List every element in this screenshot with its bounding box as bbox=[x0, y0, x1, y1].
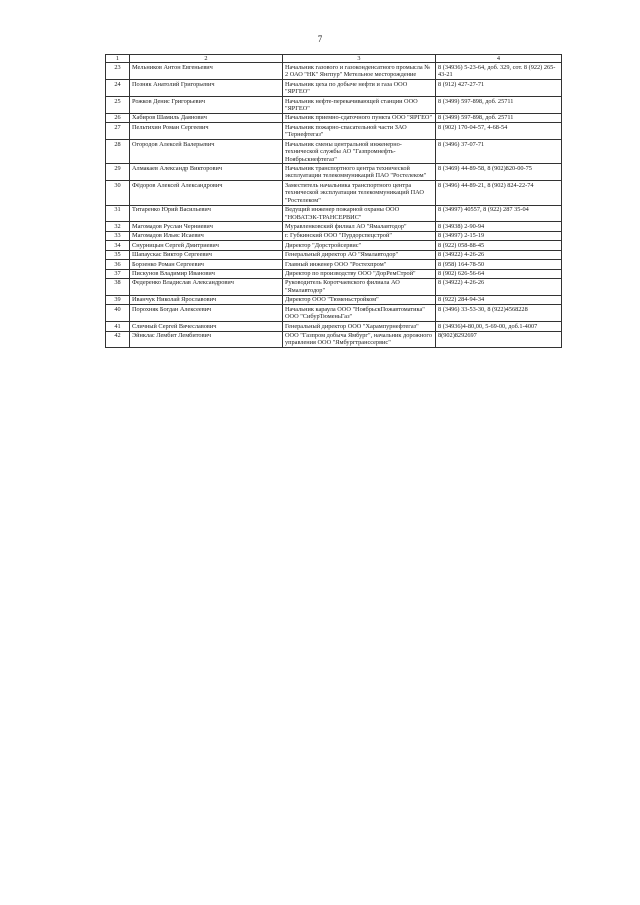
phone-number: 8 (3499) 597-898, доб. 25711 bbox=[436, 113, 562, 122]
row-number: 26 bbox=[106, 113, 130, 122]
row-number: 32 bbox=[106, 222, 130, 231]
person-name: Снурницын Сергей Дмитриевич bbox=[130, 241, 283, 250]
position-organization: г. Губкинский ООО "Пурдорспецстрой" bbox=[283, 231, 436, 240]
contact-table bbox=[105, 54, 562, 348]
person-name: Сличный Сергей Вячеславович bbox=[130, 322, 283, 331]
row-number: 35 bbox=[106, 250, 130, 259]
column-header: 4 bbox=[436, 55, 562, 63]
person-name: Огородов Алексей Валерьевич bbox=[130, 140, 283, 164]
phone-number: 8(902)8292697 bbox=[436, 331, 562, 348]
row-number: 41 bbox=[106, 322, 130, 331]
table-row bbox=[106, 241, 562, 250]
position-organization: ООО "Газпром добыча Ямбург", начальник дорожного управления ООО "Ямбургтранссервис" bbox=[283, 331, 436, 348]
position-organization: Генеральный директор ООО "Харампурнефтегаз" bbox=[283, 322, 436, 331]
phone-number: 8 (922) 284-94-34 bbox=[436, 295, 562, 304]
row-number: 27 bbox=[106, 123, 130, 140]
person-name: Пельтихин Роман Сергеевич bbox=[130, 123, 283, 140]
row-number: 39 bbox=[106, 295, 130, 304]
person-name: Федеренко Владислав Александрович bbox=[130, 278, 283, 295]
row-number: 25 bbox=[106, 97, 130, 114]
person-name: Позняк Анатолий Григорьевич bbox=[130, 80, 283, 97]
phone-number: 8 (958) 164-78-50 bbox=[436, 260, 562, 269]
phone-number: 8 (902) 170-04-57, 4-68-54 bbox=[436, 123, 562, 140]
phone-number: 8 (34922) 4-26-26 bbox=[436, 278, 562, 295]
person-name: Шапаускас Виктор Сергеевич bbox=[130, 250, 283, 259]
table-row bbox=[106, 305, 562, 322]
row-number: 28 bbox=[106, 140, 130, 164]
phone-number: 8 (34936) 5-23-64, доб. 329, сот. 8 (922) 265-43-21 bbox=[436, 63, 562, 80]
table-row bbox=[106, 123, 562, 140]
position-organization: Начальник караула ООО "НоябрьскПожавтоматика" ООО "СибурТюменьГаз" bbox=[283, 305, 436, 322]
person-name: Эйнклас Лембит Лембитович bbox=[130, 331, 283, 348]
person-name: Фёдоров Алексей Александрович bbox=[130, 181, 283, 205]
table-row bbox=[106, 260, 562, 269]
page-number: 7 bbox=[317, 34, 323, 44]
phone-number: 8 (3496) 33-53-30, 8 (922)4568228 bbox=[436, 305, 562, 322]
phone-number: 8 (34922) 4-26-26 bbox=[436, 250, 562, 259]
person-name: Рожков Денис Григорьевич bbox=[130, 97, 283, 114]
person-name: Хабиров Шамиль Даянович bbox=[130, 113, 283, 122]
row-number: 29 bbox=[106, 164, 130, 181]
position-organization: Начальник транспортного центра технической эксплуатации телекоммуникаций ПАО "Ростелеком" bbox=[283, 164, 436, 181]
position-organization: Начальник нефте-перекачивающей станции ООО "ЯРГЕО" bbox=[283, 97, 436, 114]
column-header: 2 bbox=[130, 55, 283, 63]
phone-number: 8 (3499) 597-898, доб. 25711 bbox=[436, 97, 562, 114]
person-name: Мельников Антон Евгеньевич bbox=[130, 63, 283, 80]
phone-number: 8 (34997) 2-15-19 bbox=[436, 231, 562, 240]
position-organization: Главный инженер ООО "Ростехпром" bbox=[283, 260, 436, 269]
phone-number: 8 (3496) 37-07-71 bbox=[436, 140, 562, 164]
row-number: 31 bbox=[106, 205, 130, 222]
person-name: Иванчук Николай Ярославович bbox=[130, 295, 283, 304]
phone-number: 8 (922) 058-88-45 bbox=[436, 241, 562, 250]
table-row bbox=[106, 97, 562, 114]
table-row bbox=[106, 231, 562, 240]
phone-number: 8 (34938) 2-90-94 bbox=[436, 222, 562, 231]
table-row bbox=[106, 322, 562, 331]
position-organization: Начальник смены центральной инженерно-технической службы АО "Газпромнефть-Ноябрьскнефтегаз" bbox=[283, 140, 436, 164]
position-organization: Заместитель начальника транспортного центра технической эксплуатации телекоммуникаций ПАО "Ростелеком" bbox=[283, 181, 436, 205]
row-number: 40 bbox=[106, 305, 130, 322]
person-name: Борзенко Роман Сергеевич bbox=[130, 260, 283, 269]
table-row bbox=[106, 113, 562, 122]
table-row bbox=[106, 205, 562, 222]
table-header-row bbox=[106, 55, 562, 63]
position-organization: Директор ООО "Тюменьстройком" bbox=[283, 295, 436, 304]
phone-number: 8 (3469) 44-89-58, 8 (902)820-00-75 bbox=[436, 164, 562, 181]
row-number: 42 bbox=[106, 331, 130, 348]
table-row bbox=[106, 80, 562, 97]
row-number: 30 bbox=[106, 181, 130, 205]
phone-number: 8 (912) 427-27-71 bbox=[436, 80, 562, 97]
table-row bbox=[106, 222, 562, 231]
column-header: 3 bbox=[283, 55, 436, 63]
person-name: Магомадов Руслан Черниевич bbox=[130, 222, 283, 231]
position-organization: Начальник приемно-сдаточного пункта ООО "ЯРГЕО" bbox=[283, 113, 436, 122]
position-organization: Муравленковский филиал АО "Ямалавтодор" bbox=[283, 222, 436, 231]
person-name: Титаренко Юрий Васильевич bbox=[130, 205, 283, 222]
table-row bbox=[106, 331, 562, 348]
row-number: 33 bbox=[106, 231, 130, 240]
phone-number: 8 (902) 626-56-64 bbox=[436, 269, 562, 278]
position-organization: Начальник цеха по добыче нефти и газа ООО "ЯРГЕО" bbox=[283, 80, 436, 97]
phone-number: 8 (34936)4-80,00, 5-69-00, доб.1-4007 bbox=[436, 322, 562, 331]
table-row bbox=[106, 278, 562, 295]
table-row bbox=[106, 181, 562, 205]
table-row bbox=[106, 164, 562, 181]
phone-number: 8 (34997) 40557, 8 (922) 287 35-04 bbox=[436, 205, 562, 222]
position-organization: Директор по производству ООО "ДорРемСтрой" bbox=[283, 269, 436, 278]
person-name: Магомадов Ильяс Исаевич bbox=[130, 231, 283, 240]
table-row bbox=[106, 295, 562, 304]
column-header: 1 bbox=[106, 55, 130, 63]
table-row bbox=[106, 250, 562, 259]
person-name: Порохняк Богдан Алексеевич bbox=[130, 305, 283, 322]
person-name: Пискунов Владимир Иванович bbox=[130, 269, 283, 278]
phone-number: 8 (3496) 44-89-21, 8 (902) 824-22-74 bbox=[436, 181, 562, 205]
table-row bbox=[106, 269, 562, 278]
position-organization: Директор "Дорстройсервис" bbox=[283, 241, 436, 250]
table-row bbox=[106, 63, 562, 80]
row-number: 34 bbox=[106, 241, 130, 250]
table-row bbox=[106, 140, 562, 164]
position-organization: Начальник газового и газоконденсатного промысла № 2 ОАО "НК" Янгпур" Метельное месторождение bbox=[283, 63, 436, 80]
person-name: Алмакаев Александр Викторович bbox=[130, 164, 283, 181]
position-organization: Генеральный директор АО "Ямалавтодор" bbox=[283, 250, 436, 259]
row-number: 38 bbox=[106, 278, 130, 295]
position-organization: Начальник пожарно-спасательной части ЗАО "Тернефтегаз" bbox=[283, 123, 436, 140]
position-organization: Руководитель Коротчаевского филиала АО "Ямалавтодор" bbox=[283, 278, 436, 295]
row-number: 36 bbox=[106, 260, 130, 269]
row-number: 24 bbox=[106, 80, 130, 97]
row-number: 37 bbox=[106, 269, 130, 278]
position-organization: Ведущий инженер пожарной охраны ООО "НОВАТЭК-ТРАНСЕРВИС" bbox=[283, 205, 436, 222]
row-number: 23 bbox=[106, 63, 130, 80]
